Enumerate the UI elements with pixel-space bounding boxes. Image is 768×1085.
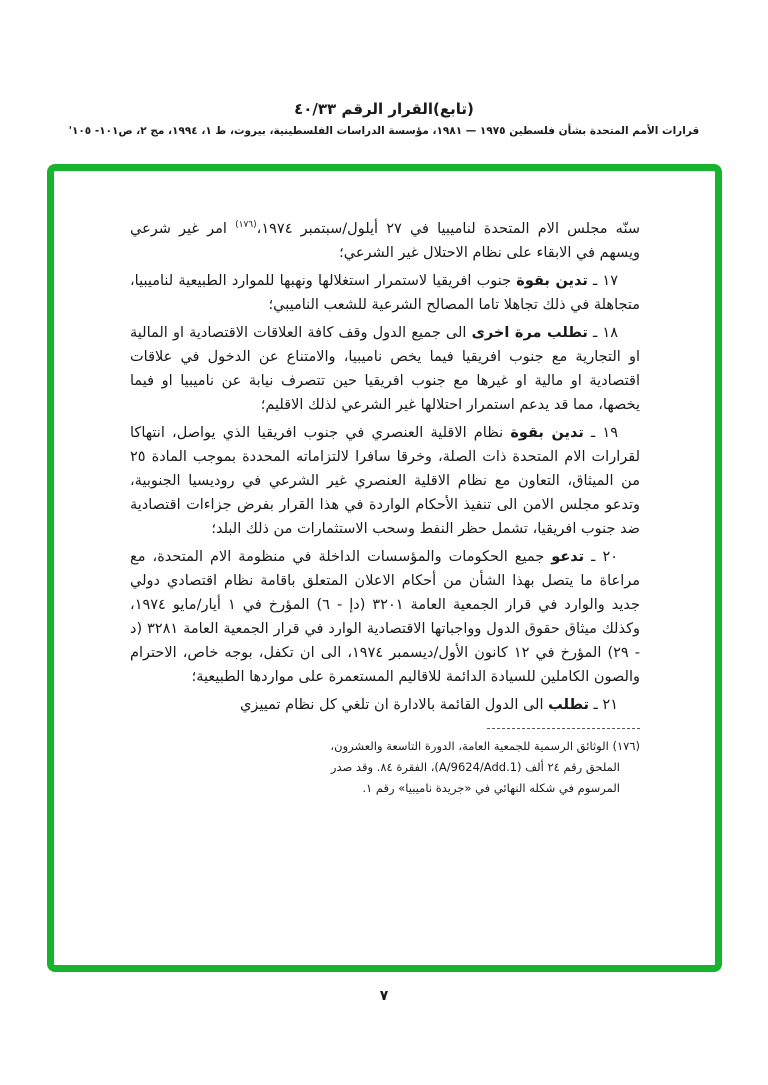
source-citation-line: قرارات الأمم المتحدة بشأن فلسطين ١٩٧٥ — ١٩٨١، مؤسسة الدراسات الفلسطينية، بيروت، ط ١، ١٩٩٤، مج ٢، ص١٠١- ١٠٥' [68, 125, 700, 137]
body-paragraph: ١٨ ـ تطلب مرة اخرى الى جميع الدول وقف كافة العلاقات الاقتصادية او المالية او التجارية مع جنوب افريقيا فيما يخص ناميبيا، والامتناع عن الدخول في علاقات اقتصادية او مالية او غيرها مع جنوب افريقيا حين تتصرف نيابة عن ناميبيا او فيما يخصها، مما قد يدعم استمرار احتلالها غير الشرعي لذلك الاقليم؛ [130, 325, 640, 413]
body-paragraph: ١٧ ـ تدين بقوة جنوب افريقيا لاستمرار استغلالها ونهبها للموارد الطبيعية لناميبيا، متجاهلة في ذلك تجاهلا تاما المصالح الشرعية للشعب الناميبي؛ [130, 273, 640, 313]
body-paragraph: ٢١ ـ تطلب الى الدول القائمة بالادارة ان تلغي كل نظام تمييزي [239, 697, 618, 713]
body-paragraph: ٢٠ ـ تدعو جميع الحكومات والمؤسسات الداخلة في منظومة الام المتحدة، مع مراعاة ما يتصل بهذا الشأن من أحكام الاعلان المتعلق باقامة نظام اقتصادي دولي جديد والوارد في قرار الجمعية العامة ٣٢٠١ (دإ - ٦) المؤرخ في ١ أيار/مايو ١٩٧٤، وكذلك ميثاق حقوق الدول وواجباتها الاقتصادية الوارد في قرار الجمعية العامة ٣٢٨١ (د - ٢٩) المؤرخ في ١٢ كانون الأول/ديسمبر ١٩٧٤، الى ان تكفل، بوجه خاص، الاحترام والصون الكاملين للسيادة الدائمة للاقاليم المستعمرة على مواردها الطبيعية؛ [130, 549, 641, 685]
body-paragraph: ١٩ ـ تدين بقوة نظام الاقلية العنصري في جنوب افريقيا الذي يواصل، انتهاكا لقرارات الام المتحدة ذات الصلة، وخرقا سافرا لالتزاماته المحددة بموجب المادة ٢٥ من الميثاق، التعاون مع نظام الاقلية العنصري غير الشرعي في روديسيا الجنوبية، وتدعو مجلس الامن الى تنفيذ الأحكام الواردة في هذا القرار بفرض جزاءات اقتصادية ضد جنوب افريقيا، تشمل حظر النفط وسحب الاستثمارات من ذلك البلد؛ [130, 425, 640, 537]
footnote-text: (١٧٦) الوثائق الرسمية للجمعية العامة، الدورة التاسعة والعشرون، الملحق رقم ٢٤ ألف (A/9624/Add.1)، الفقرة ٨٤. وقد صدر المرسوم في شكله النهائي في «جريدة ناميبيا» رقم ١. [330, 739, 640, 795]
paragraph-list [130, 217, 640, 717]
resolution-body [130, 217, 640, 799]
resolution-title: (تابع)القرار الرقم ٤٠/٣٣ [294, 100, 474, 118]
body-paragraph: سنّه مجلس الام المتحدة لناميبيا في ٢٧ أيلول/سبتمبر ١٩٧٤،$^{(١٧٦)}$ امر غير شرعي ويسهم في الابقاء على نظام الاحتلال غير الشرعي؛ [130, 220, 640, 261]
green-highlight-frame [47, 164, 722, 972]
page-header [0, 100, 768, 137]
page-number: ٧ [379, 988, 389, 1004]
footnote-divider [487, 728, 640, 729]
footnote-reference: (١٧٦) [235, 220, 257, 230]
